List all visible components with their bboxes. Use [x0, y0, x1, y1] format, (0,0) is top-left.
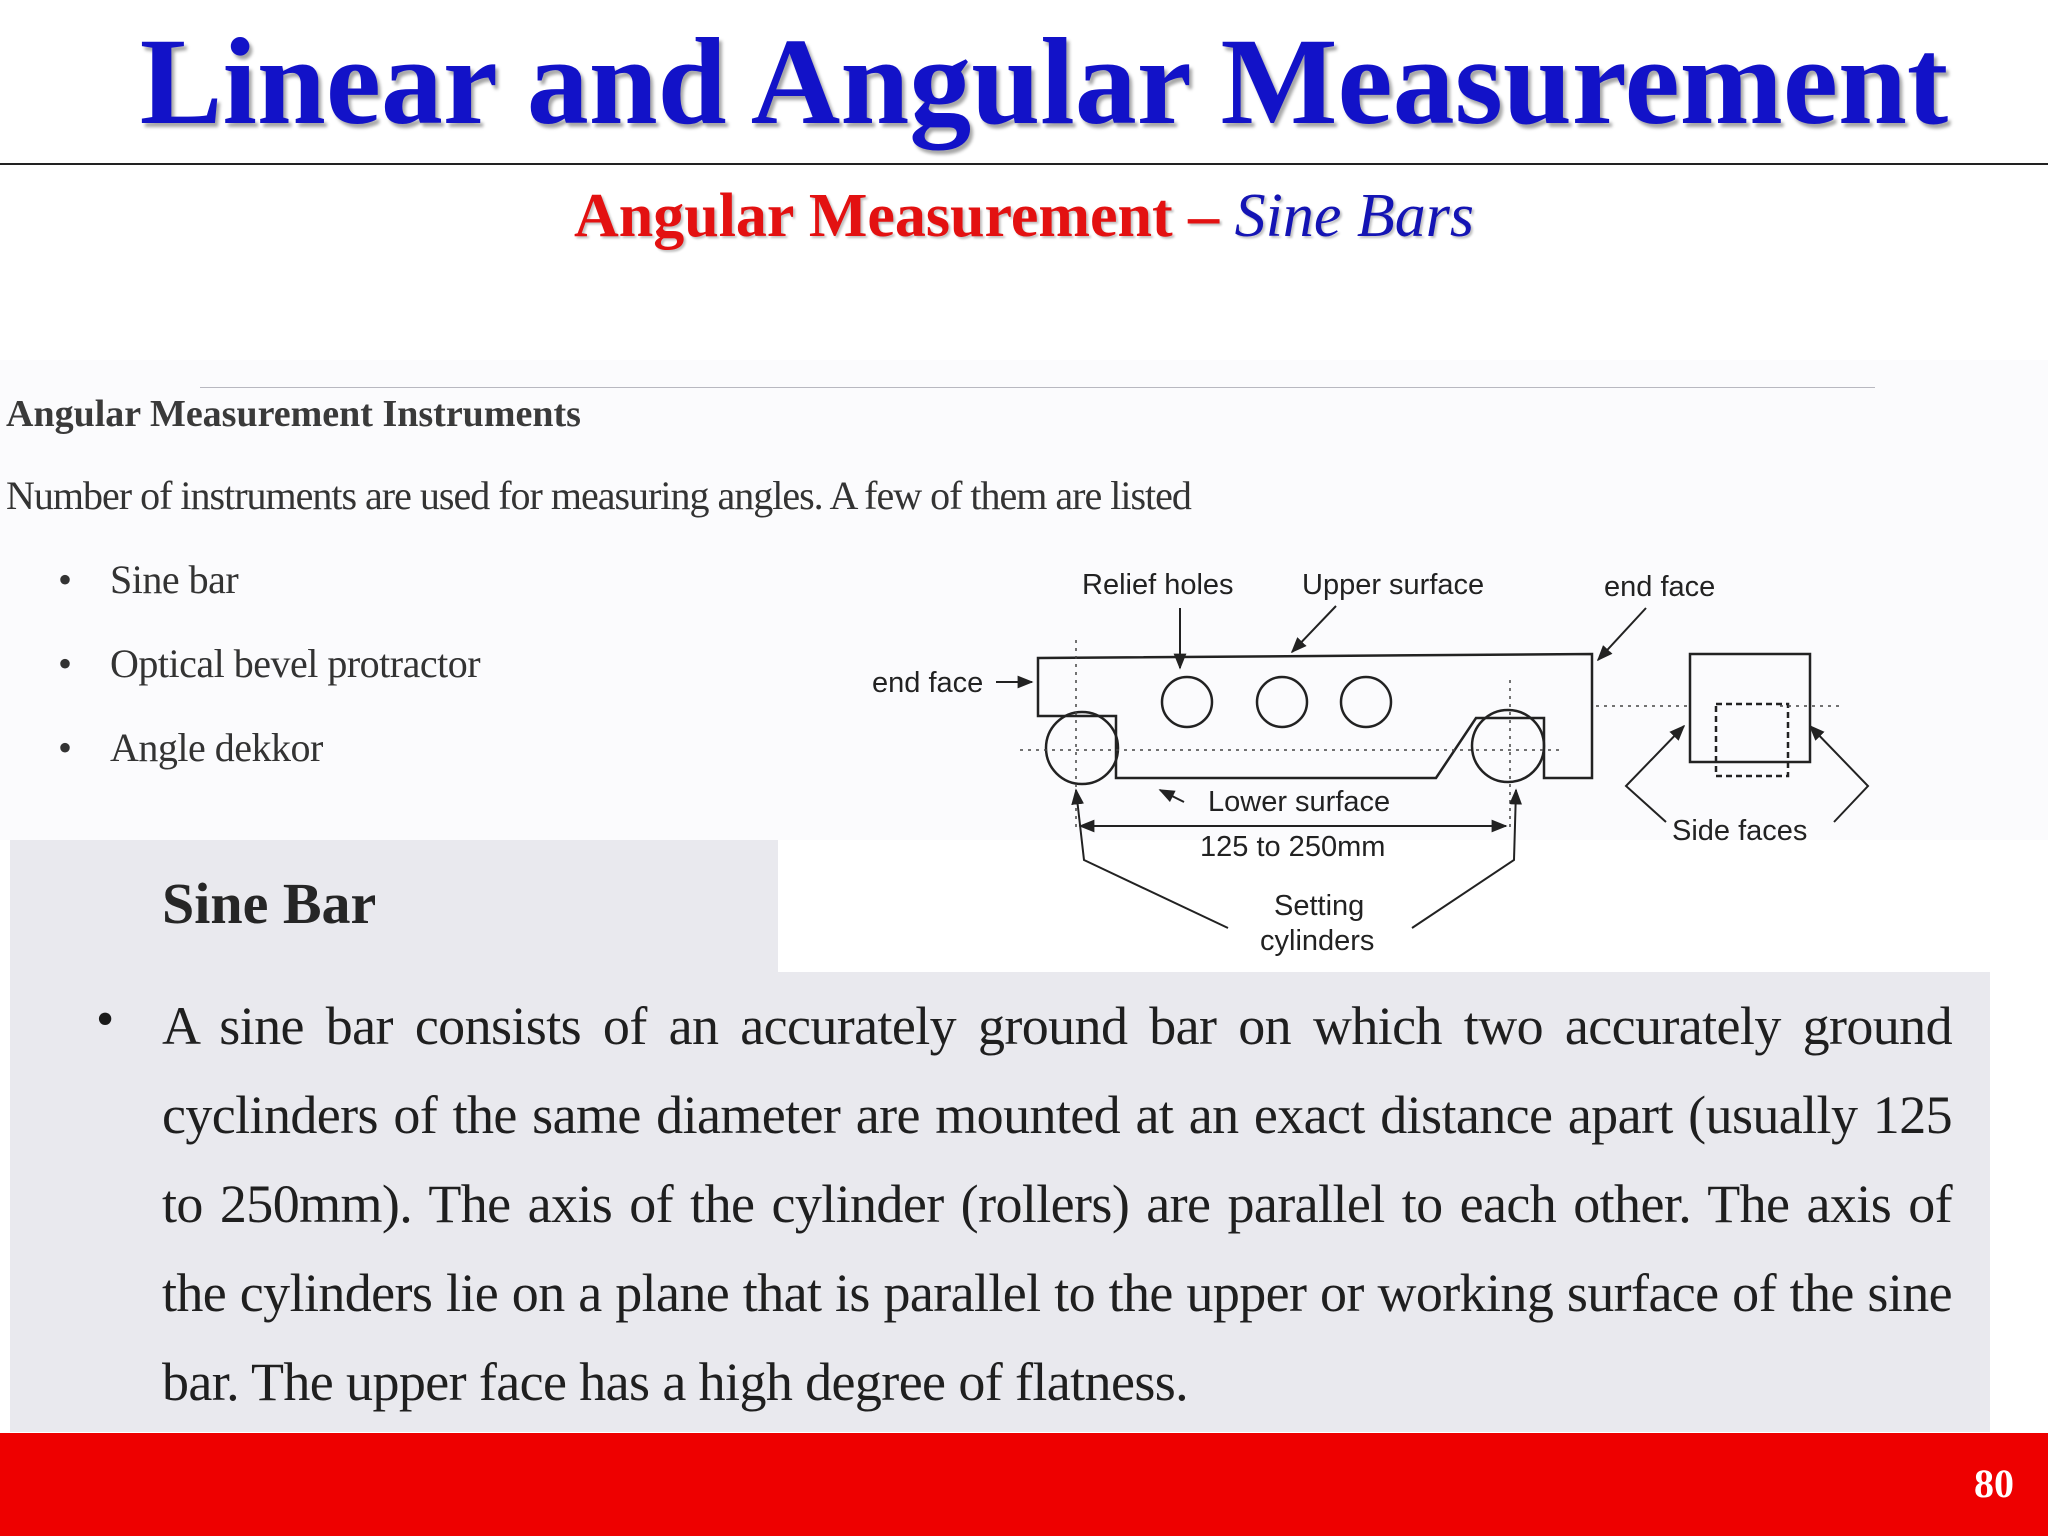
sine-bar-panel-tab: [10, 840, 778, 980]
list-item: [58, 640, 480, 687]
title-divider: [0, 163, 2048, 165]
label-dimension: 125 to 250mm: [1200, 831, 1386, 863]
list-item-label: Angle dekkor: [110, 725, 323, 770]
instruments-heading: Angular Measurement Instruments: [6, 393, 581, 435]
footer-bar: [0, 1433, 2048, 1536]
bullet-icon: •: [58, 641, 72, 686]
sine-bar-body: [1038, 654, 1592, 778]
list-item-label: Sine bar: [110, 557, 239, 602]
label-end-face-left: end face: [872, 667, 984, 699]
slide-title: Linear and Angular Measurement: [139, 13, 1949, 150]
label-setting-1: Setting: [1274, 890, 1365, 922]
relief-hole: [1257, 677, 1307, 727]
relief-hole: [1162, 677, 1212, 727]
label-side-faces: Side faces: [1672, 815, 1808, 847]
sine-bar-heading: Sine Bar: [162, 871, 377, 936]
label-upper-surface: Upper surface: [1302, 569, 1485, 601]
sine-bar-description: A sine bar consists of an accurately ground bar on which two accurately ground cyclinders of the same diameter are mounted at an exact distance apart (usually 125 to 250mm). The axis of the cylinder (rollers) are parallel to each other. The axis of the cylinders lie on a plane that is parallel to the upper or working surface of the sine bar. The upper face has a high degree of flatness.: [162, 996, 1952, 1412]
label-setting-2: cylinders: [1260, 925, 1375, 957]
list-item: [58, 556, 238, 603]
page-number: 80: [1974, 1461, 2014, 1506]
list-item-label: Optical bevel protractor: [110, 641, 481, 686]
setting-cylinder: [1046, 712, 1118, 784]
relief-hole: [1341, 677, 1391, 727]
scan-divider: [200, 387, 1875, 388]
subtitle-lead: Angular Measurement –: [573, 182, 1220, 250]
bullet-icon: •: [96, 991, 115, 1048]
sine-bar-diagram: [860, 560, 1900, 960]
label-relief-holes: Relief holes: [1082, 569, 1234, 601]
bullet-icon: •: [58, 725, 72, 770]
list-item: [58, 724, 323, 771]
subtitle-tail: Sine Bars: [1234, 182, 1475, 250]
bullet-icon: •: [58, 557, 72, 602]
end-view: [1690, 654, 1810, 762]
label-lower-surface: Lower surface: [1208, 786, 1391, 818]
instruments-intro: Number of instruments are used for measuring angles. A few of them are listed: [6, 473, 1191, 518]
setting-cylinder: [1472, 710, 1544, 782]
end-view-inner: [1716, 704, 1788, 776]
label-end-face-right: end face: [1604, 571, 1716, 603]
slide-subtitle: [0, 180, 2048, 252]
